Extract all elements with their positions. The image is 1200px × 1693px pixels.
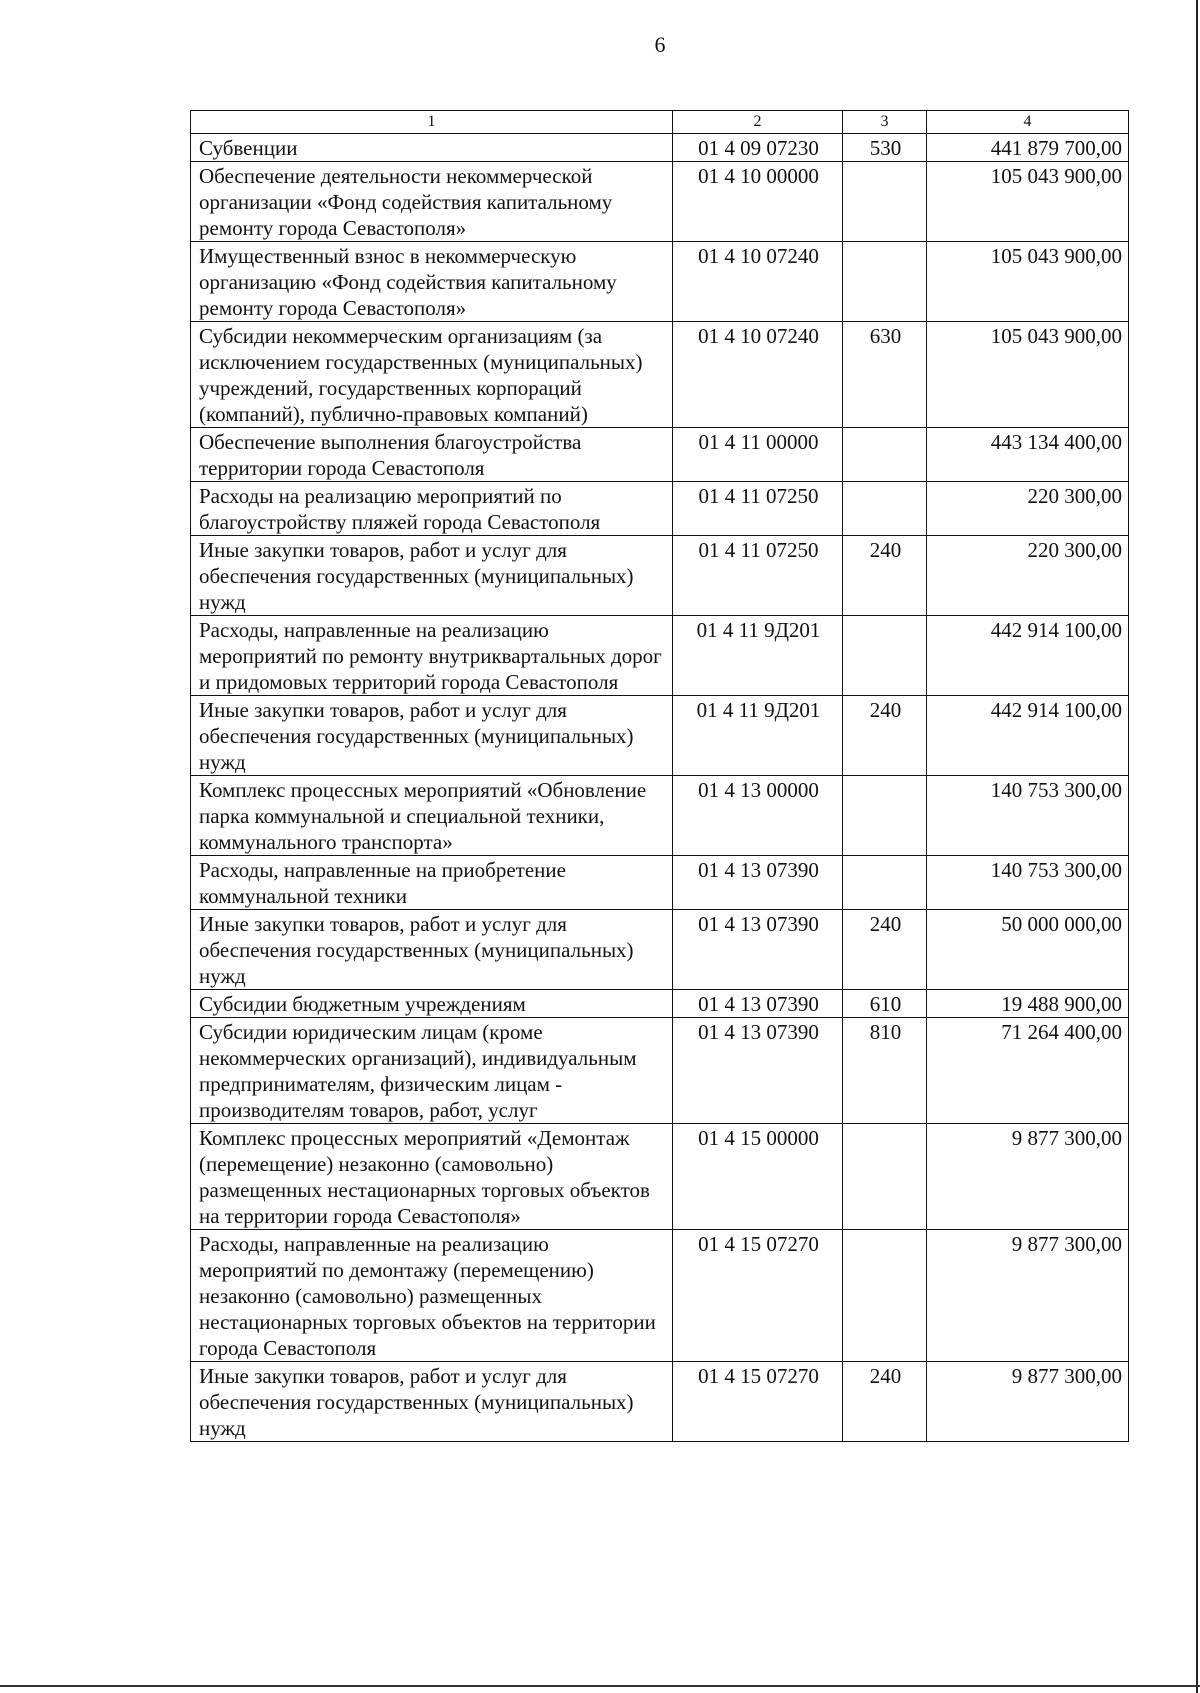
row-expense-type-cell	[843, 776, 927, 856]
row-expense-type-cell	[843, 242, 927, 322]
row-name-cell: Субсидии юридическим лицам (кроме некоммерческих организаций), индивидуальным предпринимателям, физическим лицам - производителям товаров, работ, услуг	[191, 1018, 673, 1124]
row-code-cell: 01 4 13 00000	[673, 776, 843, 856]
row-name-cell: Субсидии некоммерческим организациям (за исключением государственных (муниципальных) учреждений, государственных корпораций (компаний), публично-правовых компаний)	[191, 322, 673, 428]
row-name-cell: Расходы на реализацию мероприятий по благоустройству пляжей города Севастополя	[191, 482, 673, 536]
row-name-cell: Иные закупки товаров, работ и услуг для обеспечения государственных (муниципальных) нужд	[191, 1362, 673, 1442]
row-amount-cell: 442 914 100,00	[927, 616, 1129, 696]
table-row	[191, 696, 1129, 776]
row-amount-cell: 9 877 300,00	[927, 1362, 1129, 1442]
row-expense-type-cell	[843, 856, 927, 910]
table-row	[191, 322, 1129, 428]
table-header-row	[191, 111, 1129, 134]
row-expense-type-cell	[843, 1230, 927, 1362]
row-name-cell: Иные закупки товаров, работ и услуг для обеспечения государственных (муниципальных) нужд	[191, 910, 673, 990]
column-header: 3	[843, 111, 927, 134]
table-row	[191, 1362, 1129, 1442]
row-name-cell: Расходы, направленные на реализацию мероприятий по демонтажу (перемещению) незаконно (самовольно) размещенных нестационарных торговых объектов на территории города Севастополя	[191, 1230, 673, 1362]
row-amount-cell: 140 753 300,00	[927, 856, 1129, 910]
table-row	[191, 990, 1129, 1018]
row-code-cell: 01 4 11 00000	[673, 428, 843, 482]
row-code-cell: 01 4 10 07240	[673, 322, 843, 428]
row-code-cell: 01 4 13 07390	[673, 990, 843, 1018]
table-row	[191, 242, 1129, 322]
row-name-cell: Иные закупки товаров, работ и услуг для обеспечения государственных (муниципальных) нужд	[191, 536, 673, 616]
row-amount-cell: 71 264 400,00	[927, 1018, 1129, 1124]
row-amount-cell: 19 488 900,00	[927, 990, 1129, 1018]
row-amount-cell: 105 043 900,00	[927, 322, 1129, 428]
row-code-cell: 01 4 13 07390	[673, 910, 843, 990]
table-row	[191, 616, 1129, 696]
row-expense-type-cell	[843, 428, 927, 482]
row-name-cell: Иные закупки товаров, работ и услуг для обеспечения государственных (муниципальных) нужд	[191, 696, 673, 776]
row-expense-type-cell	[843, 482, 927, 536]
row-name-cell: Обеспечение деятельности некоммерческой организации «Фонд содействия капитальному ремонту города Севастополя»	[191, 162, 673, 242]
column-header: 1	[191, 111, 673, 134]
table-row	[191, 162, 1129, 242]
row-name-cell: Субвенции	[191, 134, 673, 162]
row-amount-cell: 220 300,00	[927, 536, 1129, 616]
table-row	[191, 482, 1129, 536]
table-row	[191, 134, 1129, 162]
row-amount-cell: 441 879 700,00	[927, 134, 1129, 162]
scan-edge-bottom	[0, 1685, 1200, 1687]
row-code-cell: 01 4 13 07390	[673, 1018, 843, 1124]
row-expense-type-cell: 240	[843, 536, 927, 616]
table-row	[191, 910, 1129, 990]
table-row	[191, 428, 1129, 482]
row-code-cell: 01 4 11 9Д201	[673, 616, 843, 696]
row-amount-cell: 9 877 300,00	[927, 1124, 1129, 1230]
row-amount-cell: 220 300,00	[927, 482, 1129, 536]
scan-edge-right	[1196, 0, 1198, 1693]
row-expense-type-cell: 240	[843, 910, 927, 990]
row-amount-cell: 50 000 000,00	[927, 910, 1129, 990]
row-code-cell: 01 4 11 9Д201	[673, 696, 843, 776]
row-expense-type-cell: 240	[843, 696, 927, 776]
row-name-cell: Субсидии бюджетным учреждениям	[191, 990, 673, 1018]
row-code-cell: 01 4 11 07250	[673, 536, 843, 616]
row-amount-cell: 443 134 400,00	[927, 428, 1129, 482]
row-amount-cell: 9 877 300,00	[927, 1230, 1129, 1362]
row-code-cell: 01 4 10 00000	[673, 162, 843, 242]
column-header: 2	[673, 111, 843, 134]
row-code-cell: 01 4 15 00000	[673, 1124, 843, 1230]
row-expense-type-cell	[843, 162, 927, 242]
row-amount-cell: 140 753 300,00	[927, 776, 1129, 856]
row-code-cell: 01 4 13 07390	[673, 856, 843, 910]
row-amount-cell: 105 043 900,00	[927, 162, 1129, 242]
row-expense-type-cell	[843, 616, 927, 696]
row-name-cell: Расходы, направленные на реализацию мероприятий по ремонту внутриквартальных дорог и придомовых территорий города Севастополя	[191, 616, 673, 696]
row-code-cell: 01 4 09 07230	[673, 134, 843, 162]
row-amount-cell: 105 043 900,00	[927, 242, 1129, 322]
row-code-cell: 01 4 11 07250	[673, 482, 843, 536]
row-name-cell: Обеспечение выполнения благоустройства территории города Севастополя	[191, 428, 673, 482]
row-name-cell: Комплекс процессных мероприятий «Обновление парка коммунальной и специальной техники, коммунального транспорта»	[191, 776, 673, 856]
row-name-cell: Расходы, направленные на приобретение коммунальной техники	[191, 856, 673, 910]
table-row	[191, 1018, 1129, 1124]
row-name-cell: Комплекс процессных мероприятий «Демонтаж (перемещение) незаконно (самовольно) размещенных нестационарных торговых объектов на территории города Севастополя»	[191, 1124, 673, 1230]
budget-table	[190, 110, 1129, 1442]
table-row	[191, 536, 1129, 616]
table-row	[191, 1230, 1129, 1362]
row-expense-type-cell: 530	[843, 134, 927, 162]
row-expense-type-cell: 240	[843, 1362, 927, 1442]
row-code-cell: 01 4 15 07270	[673, 1362, 843, 1442]
table-row	[191, 776, 1129, 856]
row-expense-type-cell: 810	[843, 1018, 927, 1124]
table-row	[191, 856, 1129, 910]
page-number: 6	[654, 32, 666, 57]
row-code-cell: 01 4 15 07270	[673, 1230, 843, 1362]
row-amount-cell: 442 914 100,00	[927, 696, 1129, 776]
row-code-cell: 01 4 10 07240	[673, 242, 843, 322]
row-expense-type-cell	[843, 1124, 927, 1230]
table-row	[191, 1124, 1129, 1230]
column-header: 4	[927, 111, 1129, 134]
row-expense-type-cell: 610	[843, 990, 927, 1018]
row-expense-type-cell: 630	[843, 322, 927, 428]
row-name-cell: Имущественный взнос в некоммерческую организацию «Фонд содействия капитальному ремонту города Севастополя»	[191, 242, 673, 322]
